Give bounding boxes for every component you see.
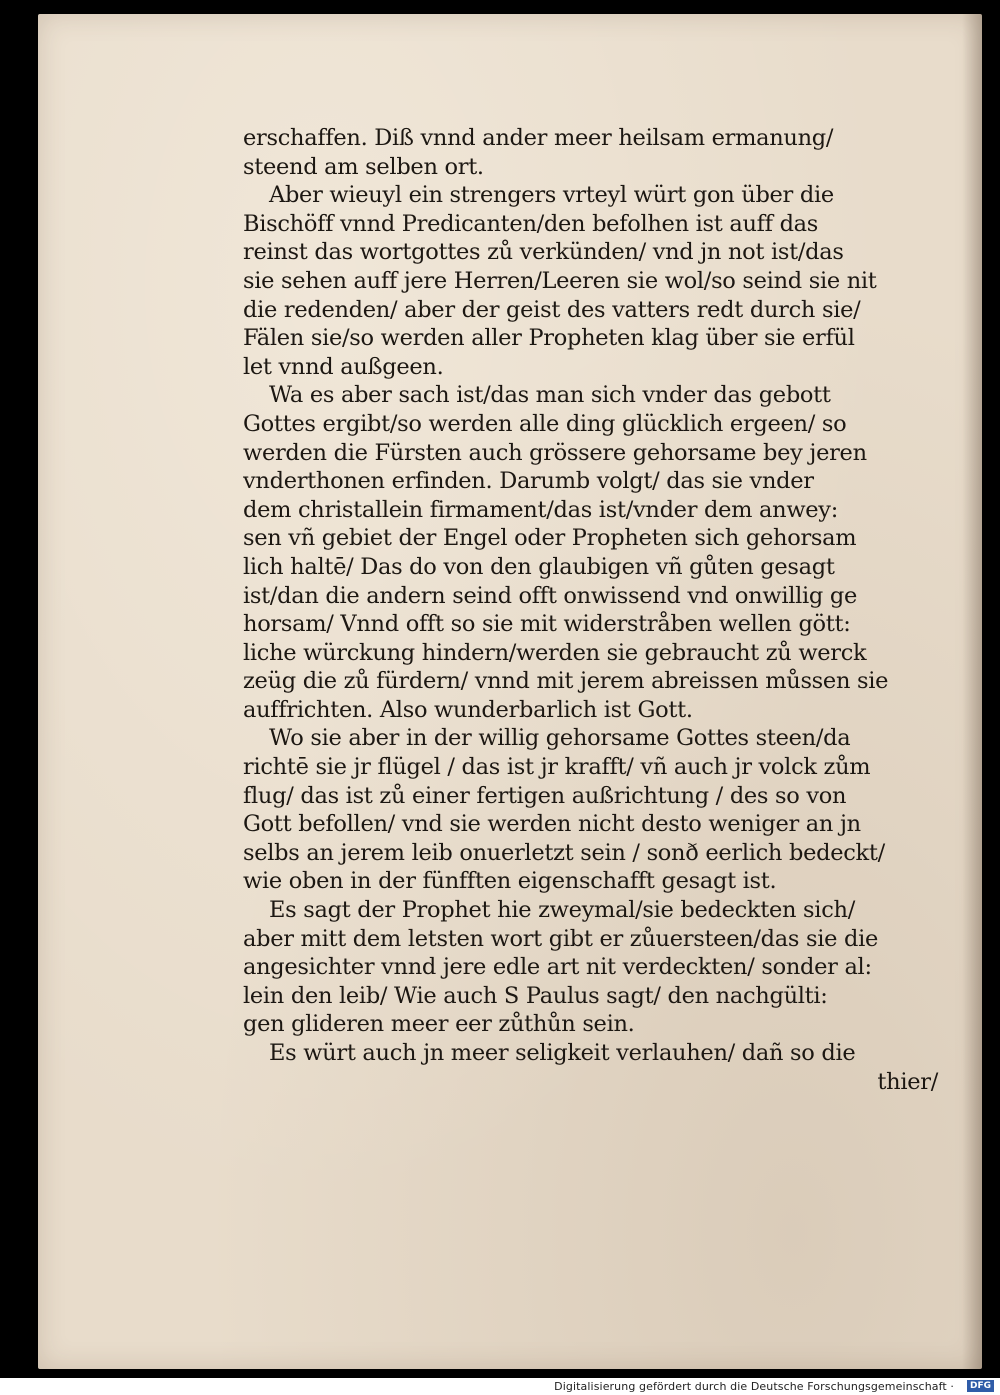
text-line: Aber wieuyl ein strengers vrteyl würt gon über die	[269, 182, 834, 209]
text-line: ist/dan die andern seind offt onwissend vnd onwillig ge	[243, 582, 857, 609]
text-line: gen glideren meer eer zůthůn sein.	[243, 1011, 635, 1038]
text-line: lein den leib/ Wie auch S Paulus sagt/ den nachgülti:	[243, 982, 828, 1009]
text-line: werden die Fürsten auch grössere gehorsame bey jeren	[243, 439, 867, 466]
text-line: auffrichten. Also wunderbarlich ist Gott.	[243, 696, 693, 723]
text-line: erschaffen. Diß vnnd ander meer heilsam ermanung/	[243, 125, 834, 151]
text-line: Es würt auch jn meer seligkeit verlauhen/ dañ so die	[269, 1040, 856, 1066]
book-page	[38, 14, 982, 1369]
text-line: steend am selben ort.	[243, 153, 484, 180]
page-text	[243, 124, 948, 1096]
text-line: sie sehen auff jere Herren/Leeren sie wol/so seind sie nit	[243, 267, 877, 294]
text-line: horsam/ Vnnd offt so sie mit widerstråben wellen gött:	[243, 611, 851, 638]
text-line: die redenden/ aber der geist des vatters redt durch sie/	[243, 296, 861, 323]
text-line: let vnnd außgeen.	[243, 353, 444, 380]
text-line: Wa es aber sach ist/das man sich vnder das gebott	[269, 382, 831, 409]
text-line: sen vñ gebiet der Engel oder Propheten sich gehorsam	[243, 525, 857, 552]
text-line: selbs an jerem leib onuerletzt sein / sonð eerlich bedeckt/	[243, 839, 885, 866]
funding-credit: Digitalisierung gefördert durch die Deutsche Forschungsgemeinschaft ·	[554, 1380, 954, 1393]
footer-bar	[0, 1378, 1000, 1395]
gutter-shadow	[962, 14, 982, 1369]
text-line: Es sagt der Prophet hie zweymal/sie bedeckten sich/	[269, 897, 855, 924]
text-line: lich haltē/ Das do von den glaubigen vñ gůten gesagt	[243, 553, 835, 580]
dfg-logo-icon: DFG	[967, 1380, 994, 1392]
text-line: zeüg die zů fürdern/ vnnd mit jerem abreissen můssen sie	[243, 668, 889, 695]
text-line: aber mitt dem letsten wort gibt er zůuersteen/das sie die	[243, 925, 879, 952]
text-line: Gottes ergibt/so werden alle ding glücklich ergeen/ so	[243, 410, 847, 437]
text-line: Wo sie aber in der willig gehorsame Gottes steen/da	[269, 725, 851, 752]
text-line: richtē sie jr flügel / das ist jr krafft/ vñ auch jr volck zům	[243, 754, 871, 781]
text-line: Fälen sie/so werden aller Propheten klag über sie erfül	[243, 325, 855, 352]
text-line: angesichter vnnd jere edle art nit verdeckten/ sonder al:	[243, 954, 872, 981]
catchword: thier/	[877, 1068, 938, 1095]
text-line: reinst das wortgottes zů verkünden/ vnd jn not ist/das	[243, 239, 844, 266]
text-line: vnderthonen erfinden. Darumb volgt/ das sie vnder	[243, 468, 814, 495]
text-line: Gott befollen/ vnd sie werden nicht desto weniger an jn	[243, 811, 861, 838]
text-line: flug/ das ist zů einer fertigen außrichtung / des so von	[243, 782, 847, 809]
text-line: dem christallein firmament/das ist/vnder dem anwey:	[243, 496, 838, 523]
text-line: liche würckung hindern/werden sie gebraucht zů werck	[243, 639, 867, 666]
text-line: wie oben in der fünfften eigenschafft gesagt ist.	[243, 868, 777, 895]
text-line: Bischöff vnnd Predicanten/den befolhen ist auff das	[243, 210, 819, 237]
